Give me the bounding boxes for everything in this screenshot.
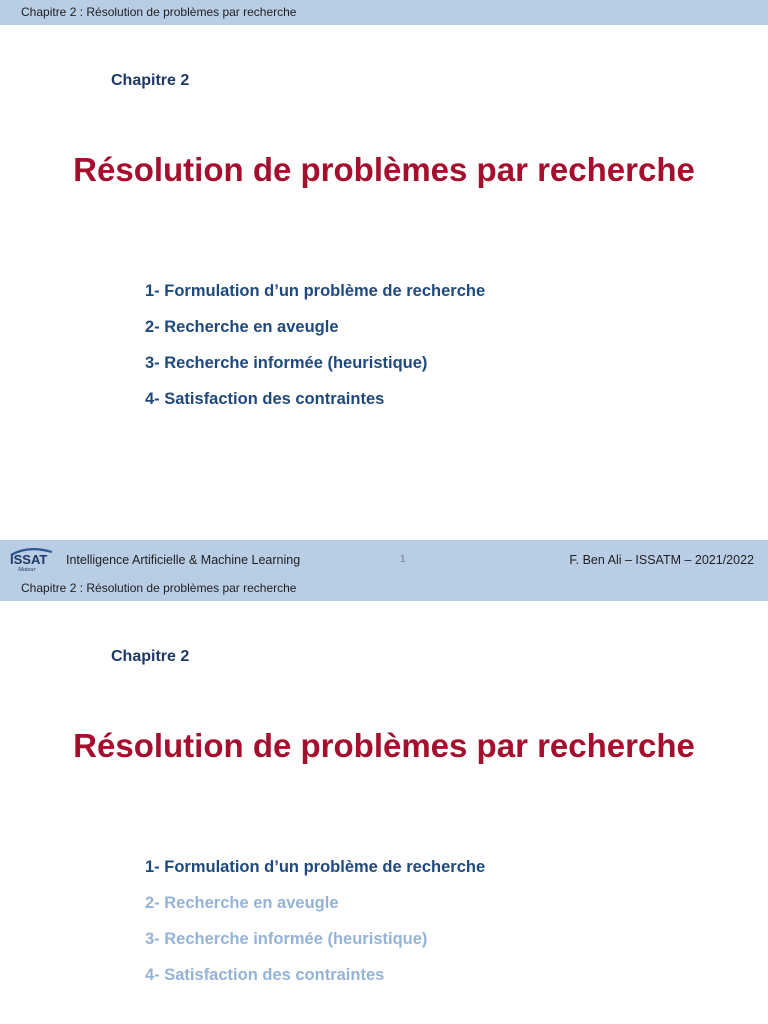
- header-chapter-title: Chapitre 2 : Résolution de problèmes par recherche: [21, 581, 297, 595]
- logo-text: ISSAT: [10, 552, 48, 567]
- chapter-label: Chapitre 2: [111, 72, 190, 89]
- outline-item-1: 1- Formulation d’un problème de recherche: [145, 282, 486, 300]
- outline-list: [145, 282, 485, 426]
- slide-2: [0, 576, 768, 1024]
- outline-item-2: 2- Recherche en aveugle: [145, 318, 339, 336]
- outline-item-4: 4- Satisfaction des contraintes: [145, 966, 385, 984]
- outline-list: [145, 858, 485, 1002]
- outline-item-3: 3- Recherche informée (heuristique): [145, 354, 428, 372]
- outline-item-1: 1- Formulation d’un problème de recherche: [145, 858, 486, 876]
- footer-author: F. Ben Ali – ISSATM – 2021/2022: [569, 553, 754, 567]
- outline-item-3: 3- Recherche informée (heuristique): [145, 930, 428, 948]
- chapter-label: Chapitre 2: [111, 648, 190, 665]
- slide-title: Résolution de problèmes par recherche: [73, 151, 695, 188]
- outline-item-2: 2- Recherche en aveugle: [145, 894, 339, 912]
- outline-item-4: 4- Satisfaction des contraintes: [145, 390, 385, 408]
- issat-logo: [8, 543, 58, 573]
- footer-course-name: Intelligence Artificielle & Machine Learning: [66, 553, 301, 567]
- header-chapter-title: Chapitre 2 : Résolution de problèmes par recherche: [21, 5, 297, 19]
- slide-title: Résolution de problèmes par recherche: [73, 727, 695, 764]
- header-bar: [0, 576, 768, 601]
- header-bar: [0, 0, 768, 25]
- logo-subtext: Mateur: [18, 567, 36, 573]
- footer-bar: [0, 540, 768, 576]
- page-number: 1: [400, 554, 406, 565]
